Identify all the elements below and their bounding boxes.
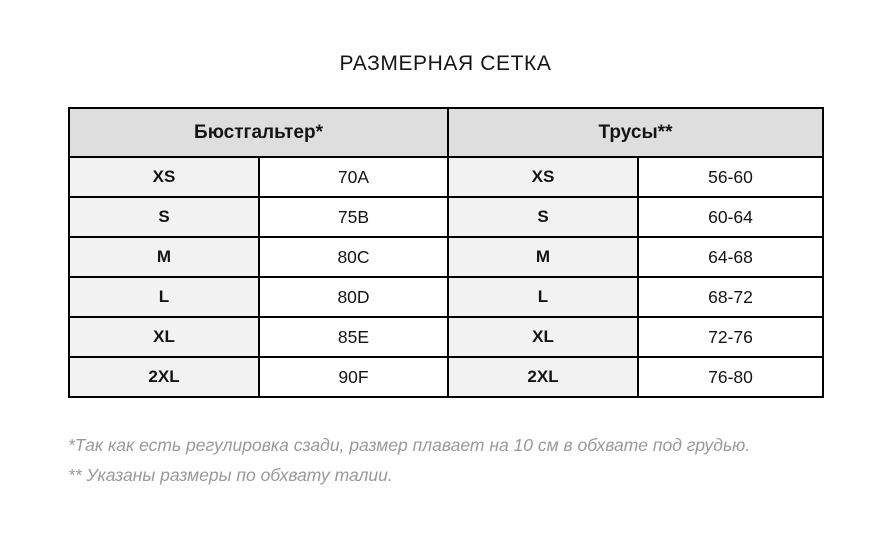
page-title: РАЗМЕРНАЯ СЕТКА (339, 52, 552, 75)
footnote-bra: *Так как есть регулировка сзади, размер плавает на 10 см в обхвате под грудью. (68, 435, 751, 455)
table-row (69, 197, 823, 237)
bra-size-cell: XL (69, 317, 259, 357)
panties-size-cell: XL (448, 317, 638, 357)
bra-size-cell: S (69, 197, 259, 237)
bra-value-cell: 90F (259, 357, 448, 397)
bra-size-cell: M (69, 237, 259, 277)
panties-value-cell: 64-68 (638, 237, 823, 277)
bra-value-cell: 80C (259, 237, 448, 277)
table-row (69, 277, 823, 317)
panties-value-cell: 72-76 (638, 317, 823, 357)
panties-size-cell: 2XL (448, 357, 638, 397)
panties-size-cell: L (448, 277, 638, 317)
bra-size-cell: L (69, 277, 259, 317)
table-row (69, 157, 823, 197)
bra-value-cell: 75B (259, 197, 448, 237)
table-row (69, 357, 823, 397)
panties-value-cell: 76-80 (638, 357, 823, 397)
bra-value-cell: 80D (259, 277, 448, 317)
bra-value-cell: 70A (259, 157, 448, 197)
size-grid-table (68, 107, 824, 398)
panties-section-header: Трусы** (448, 108, 823, 157)
table-row (69, 317, 823, 357)
footnotes (68, 430, 750, 490)
table-header-row (69, 108, 823, 157)
panties-size-cell: XS (448, 157, 638, 197)
panties-value-cell: 68-72 (638, 277, 823, 317)
panties-value-cell: 56-60 (638, 157, 823, 197)
bra-size-cell: XS (69, 157, 259, 197)
panties-size-cell: M (448, 237, 638, 277)
bra-section-header: Бюстгальтер* (69, 108, 448, 157)
panties-size-cell: S (448, 197, 638, 237)
panties-value-cell: 60-64 (638, 197, 823, 237)
table-row (69, 237, 823, 277)
footnote-panties: ** Указаны размеры по обхвату талии. (68, 465, 393, 485)
bra-size-cell: 2XL (69, 357, 259, 397)
bra-value-cell: 85E (259, 317, 448, 357)
